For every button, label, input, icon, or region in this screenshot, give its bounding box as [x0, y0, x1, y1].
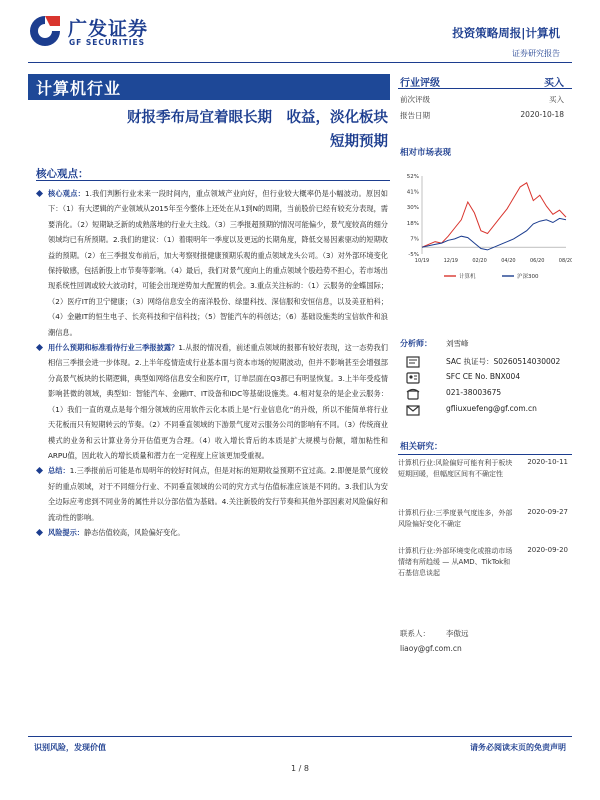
- related-item-title[interactable]: 计算机行业:外部环境变化或推动市场情绪有所趋缓 — 从AMD、TikTok和石基信息谈起: [398, 547, 513, 578]
- rating-value: 买入: [544, 78, 564, 89]
- analyst-name: 刘雪峰: [446, 339, 469, 348]
- certificate-icon: [406, 356, 420, 368]
- analyst-label: 分析师：: [400, 339, 432, 348]
- industry-name: 计算机行业: [36, 79, 122, 98]
- core-paragraph: [36, 463, 388, 525]
- report-date: [398, 110, 572, 124]
- diamond-bullet-icon: [36, 467, 43, 474]
- y-tick-label: 41%: [406, 189, 419, 196]
- id-card-icon: [406, 372, 420, 384]
- logo-text-en: GF SECURITIES: [69, 38, 146, 47]
- page-header: [0, 0, 600, 62]
- analyst-phone-row: [398, 388, 572, 402]
- previous-rating: [398, 94, 572, 108]
- x-tick-label: 10/19: [414, 258, 430, 264]
- paragraph-lead: 总结：: [48, 466, 70, 476]
- analyst-sac: SAC 执证号：S0260514030002: [446, 357, 561, 366]
- analyst-email[interactable]: gfliuxuefeng@gf.com.cn: [446, 404, 537, 413]
- x-tick-label: 12/19: [443, 258, 459, 264]
- report-type: 投资策略周报|计算机: [452, 26, 560, 40]
- industry-rating: [398, 74, 572, 89]
- core-views-heading: 核心观点：: [36, 168, 89, 180]
- analyst-email-row: [398, 404, 572, 418]
- industry-banner: [28, 74, 390, 100]
- x-tick-label: 06/20: [529, 258, 545, 264]
- related-heading: 相关研究：: [400, 442, 443, 452]
- analyst-name-row: [398, 338, 572, 352]
- header-divider: [28, 62, 572, 63]
- company-logo: [28, 14, 168, 50]
- y-tick-label: 30%: [406, 205, 419, 212]
- related-item-title[interactable]: 计算机行业:三季度景气度连多，外部风险偏好变化不确定: [398, 509, 513, 529]
- logo-text-cn: 广发证券: [68, 18, 149, 40]
- page-number: 1 / 8: [291, 764, 309, 773]
- core-views-divider: [36, 180, 390, 181]
- contact-email[interactable]: liaoy@gf.com.cn: [400, 644, 462, 653]
- footer-disclaimer[interactable]: 请务必阅读末页的免责声明: [470, 743, 566, 752]
- analyst-sfc: SFC CE No. BNX004: [446, 372, 521, 381]
- paragraph-text: 1.从报的情况看，前述重点领域的报都有较好表现，这一态势我们相信三季报会进一步体现。2.上半年疫情造成行业基本面与资本市场的短期波动，但并不影响甚至会增强部分高景气板块的长期逻辑，典型如网络信息安全和医疗IT，订单层面在Q3都已有明显恢复。3.上半年受疫情影响甚微的领域，典型如：智能汽车、金融IT、IT设备和IDC等基础设施类。4.相对复杂的是企业云服务：（1）我们一直的观点是每个细分领域的应用软件云化本质上是“行业信息化”的升级，所以不能简单将行业天花板而只有短期转云的节奏。（2）不同垂直领域的下游景气度对云服务公司的影响有不同。（3）传统商业模式的业务和云计算业务分开估值更为合理。（4）收入增长背后的本质是扩大规模与份额，增加粘性和ARPU值，因此收入的增长质量和潜力在一定程度上应该更加受重视。: [48, 343, 388, 460]
- diamond-bullet-icon: [36, 529, 43, 536]
- related-item-date: 2020-10-11: [527, 458, 568, 466]
- core-paragraph: [36, 525, 388, 540]
- diamond-bullet-icon: [36, 190, 43, 197]
- related-divider: [398, 454, 572, 455]
- x-tick-label: 04/20: [501, 258, 516, 264]
- report-title-line2: 短期预期: [330, 134, 388, 150]
- report-subtitle: 证券研究报告: [512, 49, 560, 58]
- prev-rating-value: 买入: [549, 95, 564, 104]
- footer-slogan: 识别风险，发现价值: [34, 743, 106, 752]
- contact-name: 李傲远: [446, 629, 469, 638]
- market-heading: 相对市场表现: [400, 148, 452, 158]
- x-tick-label: 02/20: [472, 258, 487, 264]
- footer-divider: [28, 736, 572, 737]
- legend-label: 沪深300: [517, 274, 539, 280]
- x-tick-label: 08/20: [558, 258, 572, 264]
- core-paragraph: [36, 340, 388, 463]
- y-tick-label: 52%: [406, 174, 419, 180]
- core-paragraph: [36, 186, 388, 340]
- date-value: 2020-10-18: [520, 110, 564, 119]
- diamond-bullet-icon: [36, 344, 43, 351]
- core-views-body: [36, 186, 388, 540]
- paragraph-text: 1.我们判断行业未来一段时间内，重点领域产业向好，但行业较大概率仍是小幅波动。原因如下：（1）有大逻辑的产业领域从2015年至今整体上还处在从1到N的周期，当前股价已经有较充分表现，需要消化。（2）短期缺乏新的成熟落地的行业大主线。（3）三季报超预期的情况可能偏少，景气度较高的细分领域均已有所预期。2.我们的建议：（1）着眼明年一季度以及更远的长期角度，降低交易因素驱动的短期收益的预期。（2）在三季报发布前后，加大考察财报健康预期乐观的重点领域龙头公司。（3）对外部环境变化保持敏感，包括新股上市节奏等影响。（4）最后，我们对景气度向上的重点领域个股趋势不担心，若市场出现系统性回调或较大波动时，可能会出现逆势加大配置的机会。3.重点关注标的：（1）云服务的金蝶国际；（2）医疗IT的卫宁健康；（3）网络信息安全的南洋股份、绿盟科技、深信服和安恒信息，以及美亚柏科；（4）金融IT的恒生电子、长亮科技和宇信科技；（5）智能汽车的科创达；（6）基础设施类的宝信软件和浪潮信息。: [48, 189, 388, 337]
- chart-svg: [398, 170, 572, 290]
- analyst-sfc-row: [398, 372, 572, 386]
- gf-logo-icon: [28, 14, 62, 48]
- analyst-sac-row: [398, 356, 572, 370]
- paragraph-text: 1.三季报前后可能是布局明年的较好时间点，但是对标的短期收益预期不宜过高。2.即便是景气度较好的重点领域，对于不同细分行业、不同垂直领域的公司的究方式与估值标准应该是不同的。3.我们认为安全边际应考虑到不同业务的属性并以分部估值为基础。4.关注新股的发行节奏和其他外部因素对风险偏好和流动性的影响。: [48, 466, 388, 522]
- y-tick-label: 7%: [410, 236, 419, 243]
- series-line: [422, 183, 566, 247]
- y-tick-label: 18%: [406, 220, 419, 227]
- series-line: [422, 218, 566, 250]
- related-item-date: 2020-09-27: [527, 508, 568, 516]
- prev-rating-label: 前次评级: [400, 95, 430, 104]
- rating-label: 行业评级: [400, 78, 440, 89]
- related-item-date: 2020-09-20: [527, 546, 568, 554]
- paragraph-lead: 核心观点：: [48, 189, 86, 198]
- date-label: 报告日期: [400, 111, 430, 120]
- y-tick-label: -5%: [408, 252, 419, 258]
- related-item-title[interactable]: 计算机行业:风险偏好可能有利于板块短期回暖，但幅度区间有不确定性: [398, 459, 513, 479]
- report-title-line1: 财报季布局宜着眼长期 收益，淡化板块: [127, 110, 388, 126]
- relative-performance-chart: [398, 170, 572, 290]
- contact-label: 联系人：: [400, 629, 430, 638]
- phone-icon: [406, 388, 420, 400]
- legend-label: 计算机: [459, 274, 476, 280]
- analyst-phone: 021-38003675: [446, 388, 502, 397]
- paragraph-text: 静态估值较高，风险偏好变化。: [83, 527, 185, 537]
- paragraph-lead: 用什么预期和标准看待行业三季报披露？: [48, 343, 179, 353]
- email-icon: [406, 404, 420, 416]
- paragraph-lead: 风险提示：: [48, 527, 84, 537]
